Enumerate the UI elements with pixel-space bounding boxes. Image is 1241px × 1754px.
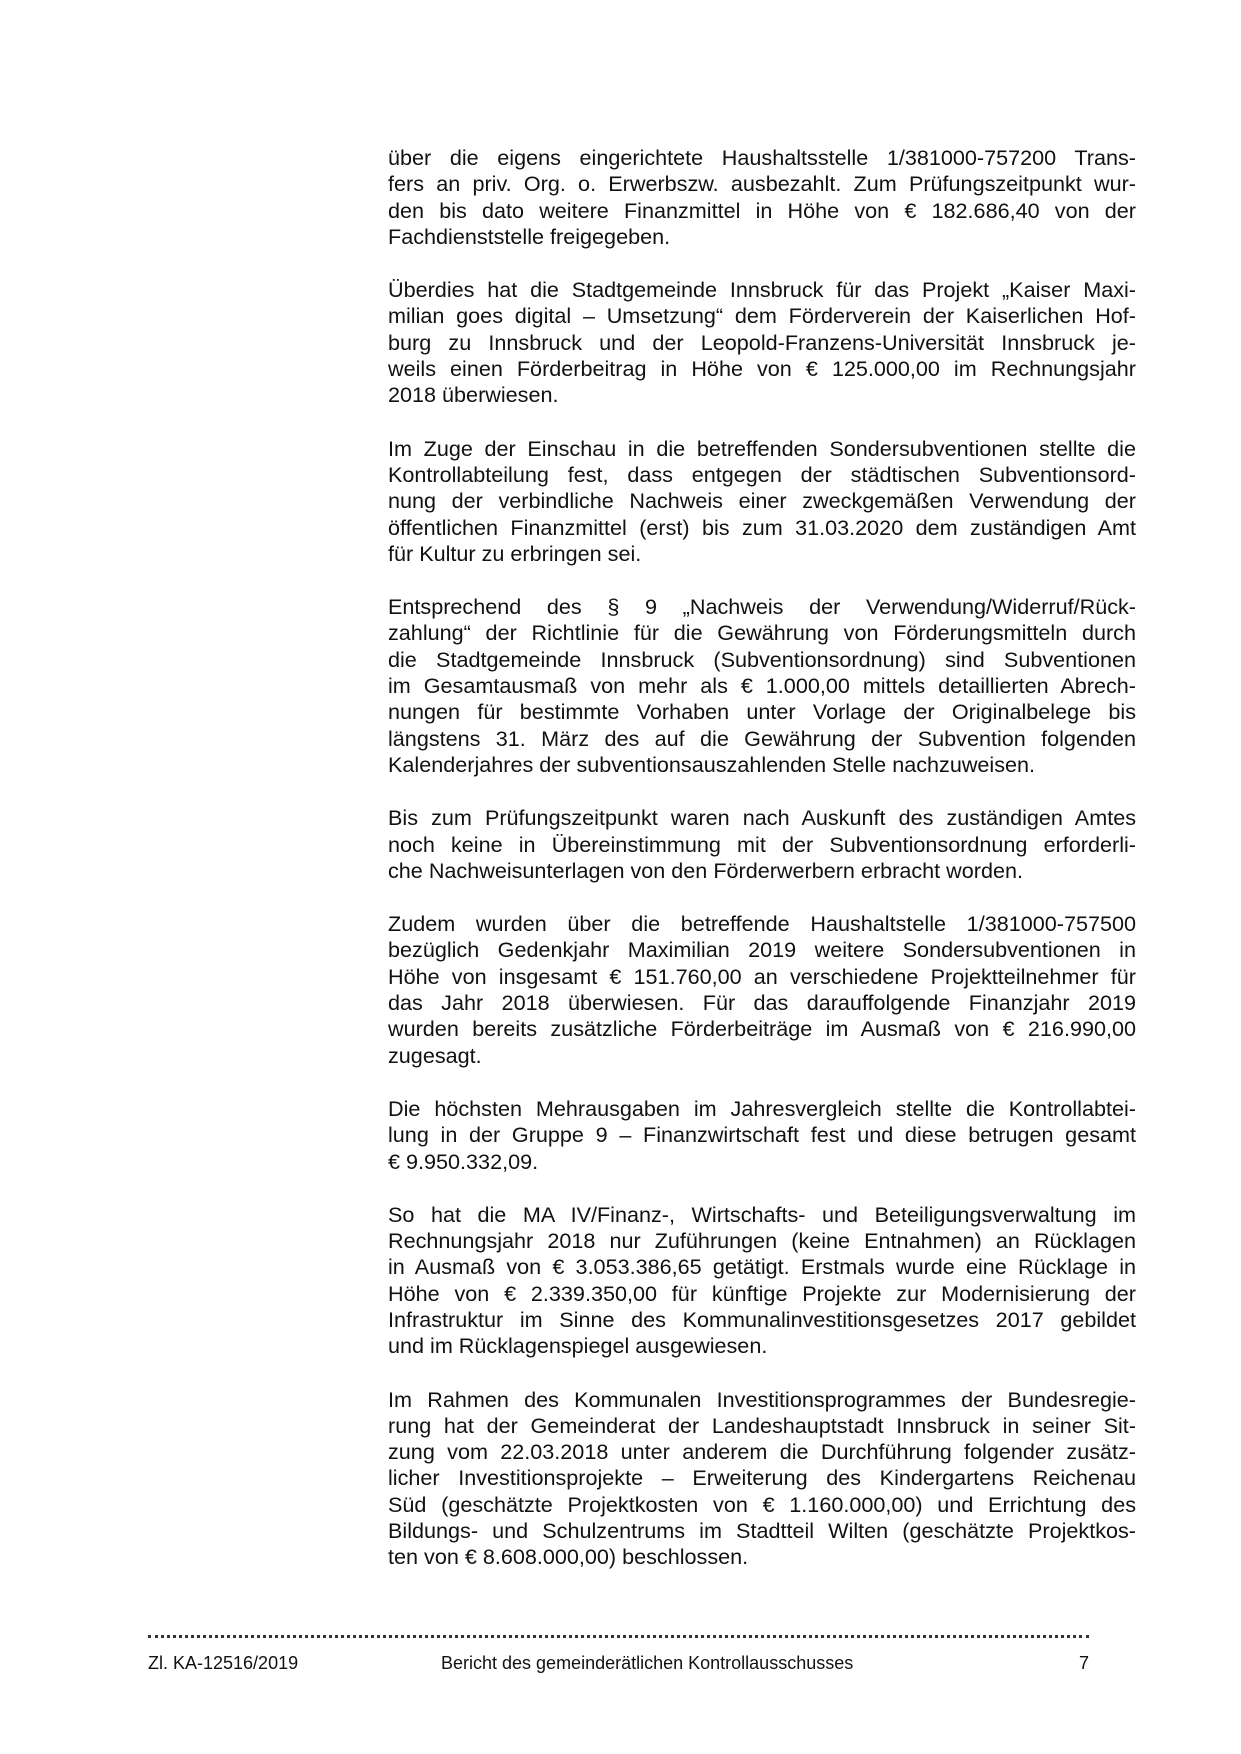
paragraph <box>388 594 1136 778</box>
text-line: Entsprechend des § 9 „Nachweis der Verwendung/Widerruf/Rück- <box>388 594 1136 620</box>
text-line: die Stadtgemeinde Innsbruck (Subventionsordnung) sind Subventionen <box>388 646 1136 672</box>
text-line: Im Zuge der Einschau in die betreffenden Sondersubventionen stellte die <box>388 435 1136 461</box>
text-line: zung vom 22.03.2018 unter anderem die Durchführung folgender zusätz- <box>388 1439 1136 1465</box>
text-line: Rechnungsjahr 2018 nur Zuführungen (keine Entnahmen) an Rücklagen <box>388 1228 1136 1254</box>
text-line: nungen für bestimmte Vorhaben unter Vorlage der Originalbelege bis <box>388 699 1136 725</box>
text-line: Höhe von insgesamt € 151.760,00 an verschiedene Projektteilnehmer für <box>388 963 1136 989</box>
text-line: Höhe von € 2.339.350,00 für künftige Projekte zur Modernisierung der <box>388 1280 1136 1306</box>
text-line: im Gesamtausmaß von mehr als € 1.000,00 mittels detaillierten Abrech- <box>388 673 1136 699</box>
text-line: Die höchsten Mehrausgaben im Jahresvergleich stellte die Kontrollabtei- <box>388 1095 1136 1121</box>
paragraph <box>388 436 1136 567</box>
paragraph <box>388 1202 1136 1360</box>
paragraph <box>388 911 1136 1069</box>
text-line: längstens 31. März des auf die Gewährung der Subvention folgenden <box>388 725 1136 751</box>
text-line: Überdies hat die Stadtgemeinde Innsbruck für das Projekt „Kaiser Maxi- <box>388 277 1136 303</box>
text-line: Infrastruktur im Sinne des Kommunalinvestitionsgesetzes 2017 gebildet <box>388 1306 1136 1332</box>
page-number: 7 <box>1078 1653 1089 1673</box>
report-title: Bericht des gemeinderätlichen Kontrollausschusses <box>441 1653 854 1673</box>
text-line: Zudem wurden über die betreffende Haushaltstelle 1/381000-757500 <box>388 911 1136 937</box>
text-line: licher Investitionsprojekte – Erweiterung des Kindergartens Reichenau <box>388 1465 1136 1491</box>
paragraph <box>388 277 1136 408</box>
text-line: den bis dato weitere Finanzmittel in Höhe von € 182.686,40 von der <box>388 197 1136 223</box>
text-line: Im Rahmen des Kommunalen Investitionsprogrammes der Bundesregie- <box>388 1386 1136 1412</box>
text-line: noch keine in Übereinstimmung mit der Subventionsordnung erforderli- <box>388 831 1136 857</box>
text-line: für Kultur zu erbringen sei. <box>388 540 642 566</box>
text-line: So hat die MA IV/Finanz-, Wirtschafts- und Beteiligungsverwaltung im <box>388 1201 1136 1227</box>
paragraph <box>388 145 1136 250</box>
text-line: in Ausmaß von € 3.053.386,65 getätigt. Erstmals wurde eine Rücklage in <box>388 1254 1136 1280</box>
text-line: wurden bereits zusätzliche Förderbeiträge im Ausmaß von € 216.990,00 <box>388 1016 1136 1042</box>
text-line: Süd (geschätzte Projektkosten von € 1.160.000,00) und Errichtung des <box>388 1491 1136 1517</box>
text-line: ten von € 8.608.000,00) beschlossen. <box>388 1544 749 1570</box>
text-line: rung hat der Gemeinderat der Landeshauptstadt Innsbruck in seiner Sit- <box>388 1412 1136 1438</box>
text-line: lung in der Gruppe 9 – Finanzwirtschaft fest und diese betrugen gesamt <box>388 1122 1136 1148</box>
text-line: milian goes digital – Umsetzung“ dem Förderverein der Kaiserlichen Hof- <box>388 303 1136 329</box>
text-line: bezüglich Gedenkjahr Maximilian 2019 weitere Sondersubventionen in <box>388 937 1136 963</box>
text-line: zugesagt. <box>388 1042 482 1068</box>
text-line: fers an priv. Org. o. Erwerbszw. ausbezahlt. Zum Prüfungszeitpunkt wur- <box>388 171 1136 197</box>
text-line: und im Rücklagenspiegel ausgewiesen. <box>388 1333 768 1359</box>
text-line: weils einen Förderbeitrag in Höhe von € 125.000,00 im Rechnungsjahr <box>388 356 1136 382</box>
paragraph <box>388 805 1136 884</box>
paragraph <box>388 1096 1136 1175</box>
text-line: das Jahr 2018 überwiesen. Für das darauffolgende Finanzjahr 2019 <box>388 990 1136 1016</box>
page-footer <box>148 1650 1089 1676</box>
paragraph <box>388 1387 1136 1571</box>
text-line: € 9.950.332,09. <box>388 1148 539 1174</box>
text-line: Kalenderjahres der subventionsauszahlenden Stelle nachzuweisen. <box>388 751 1036 777</box>
text-line: Bis zum Prüfungszeitpunkt waren nach Auskunft des zuständigen Amtes <box>388 805 1136 831</box>
text-line: Kontrollabteilung fest, dass entgegen der städtischen Subventionsord- <box>388 461 1136 487</box>
text-line: über die eigens eingerichtete Haushaltsstelle 1/381000-757200 Trans- <box>388 145 1136 170</box>
text-line: che Nachweisunterlagen von den Förderwerbern erbracht worden. <box>388 857 1023 883</box>
text-line: Bildungs- und Schulzentrums im Stadtteil Wilten (geschätzte Projektkos- <box>388 1518 1136 1544</box>
text-line: nung der verbindliche Nachweis einer zweckgemäßen Verwendung der <box>388 488 1136 514</box>
text-line: zahlung“ der Richtlinie für die Gewährung von Förderungsmitteln durch <box>388 620 1136 646</box>
text-line: Fachdienststelle freigegeben. <box>388 223 671 249</box>
document-body <box>388 145 1136 1598</box>
text-line: burg zu Innsbruck und der Leopold-Franzens-Universität Innsbruck je- <box>388 329 1136 355</box>
text-line: 2018 überwiesen. <box>388 382 559 408</box>
document-reference: Zl. KA-12516/2019 <box>148 1653 299 1673</box>
footer-divider <box>148 1635 1089 1638</box>
text-line: öffentlichen Finanzmittel (erst) bis zum 31.03.2020 dem zuständigen Amt <box>388 514 1136 540</box>
